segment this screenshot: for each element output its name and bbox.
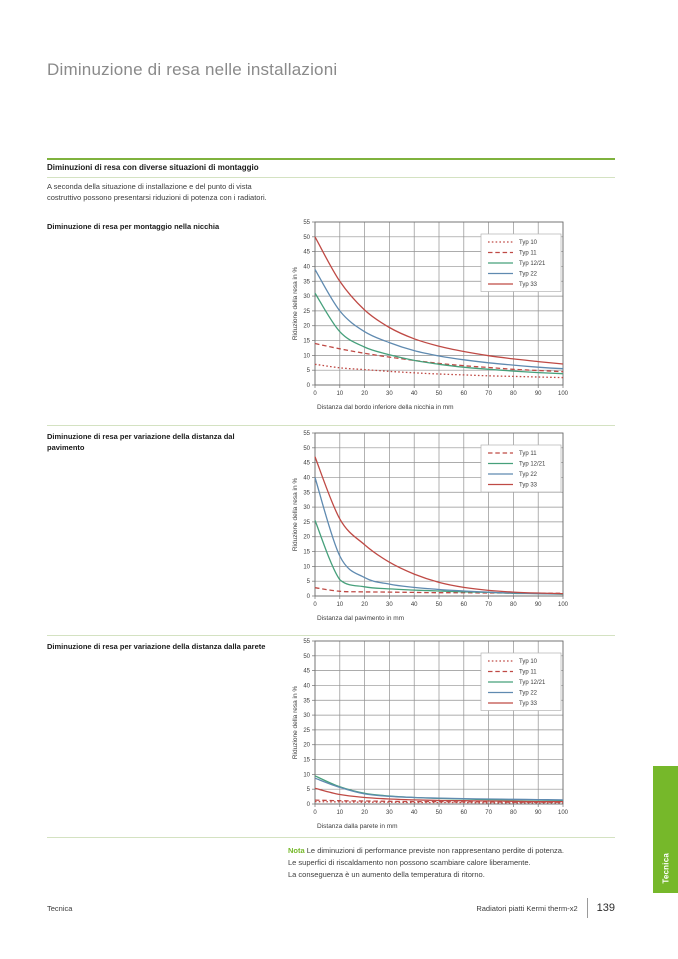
svg-text:0: 0: [306, 802, 310, 808]
legend-label: Typ 33: [519, 482, 538, 489]
svg-text:90: 90: [534, 602, 542, 608]
chart-nicchia: [289, 217, 571, 422]
svg-text:50: 50: [303, 445, 310, 452]
note-line-3: La conseguenza è un aumento della temperatura di ritorno.: [288, 870, 485, 879]
svg-text:80: 80: [510, 602, 517, 608]
legend-label: Typ 22: [519, 690, 538, 697]
chart-caption-nicchia: Diminuzione di resa per montaggio nella nicchia: [47, 222, 220, 231]
svg-text:30: 30: [386, 391, 393, 397]
legend-label: Typ 12/21: [519, 680, 546, 686]
svg-text:90: 90: [534, 391, 542, 397]
svg-text:0: 0: [313, 810, 317, 816]
svg-text:20: 20: [361, 810, 368, 816]
svg-text:70: 70: [485, 810, 492, 816]
line-chart-svg: [289, 428, 571, 628]
svg-text:35: 35: [303, 698, 310, 705]
svg-text:10: 10: [336, 602, 344, 608]
svg-text:5: 5: [306, 787, 310, 794]
svg-text:30: 30: [303, 294, 310, 301]
svg-text:70: 70: [485, 391, 492, 397]
section-header-rule: [47, 177, 615, 178]
section-divider-3: [47, 837, 615, 838]
x-axis-title: Distanza dal pavimento in mm: [317, 615, 405, 622]
svg-text:40: 40: [303, 683, 310, 690]
x-axis-title: Distanza dal bordo inferiore della nicchia in mm: [317, 404, 454, 411]
svg-text:45: 45: [303, 668, 310, 675]
svg-text:10: 10: [336, 391, 344, 397]
legend-label: Typ 33: [519, 701, 538, 707]
svg-text:55: 55: [303, 431, 310, 437]
legend-label: Typ 22: [519, 472, 538, 478]
note-line-2: Le superfici di riscaldamento non possono scambiare calore liberamente.: [288, 858, 531, 867]
note-block: [288, 845, 623, 881]
svg-text:60: 60: [460, 391, 468, 397]
svg-text:20: 20: [303, 534, 310, 541]
svg-text:80: 80: [510, 391, 517, 397]
svg-text:20: 20: [361, 391, 368, 397]
footer-section-label: Tecnica: [47, 903, 73, 913]
svg-text:90: 90: [534, 810, 542, 816]
note-line-1: [288, 845, 623, 857]
svg-text:60: 60: [460, 602, 468, 608]
svg-text:20: 20: [361, 602, 368, 608]
svg-text:45: 45: [303, 460, 310, 467]
legend-label: Typ 12/21: [519, 261, 546, 267]
svg-text:0: 0: [313, 391, 317, 397]
note-line-1-text: Le diminuzioni di performance previste non rappresentano perdite di potenza.: [306, 846, 565, 855]
svg-text:10: 10: [303, 772, 310, 779]
footer: [47, 898, 615, 918]
svg-text:35: 35: [303, 279, 310, 286]
footer-divider: [587, 898, 588, 918]
line-chart-svg: [289, 636, 571, 836]
legend-label: Typ 33: [519, 282, 538, 288]
footer-page-number: 139: [596, 902, 615, 914]
svg-text:55: 55: [303, 220, 310, 226]
svg-text:30: 30: [386, 602, 393, 608]
svg-text:30: 30: [303, 505, 310, 512]
svg-text:30: 30: [303, 713, 310, 720]
svg-text:0: 0: [306, 594, 310, 600]
svg-text:25: 25: [303, 727, 310, 734]
svg-text:10: 10: [303, 564, 310, 571]
svg-text:25: 25: [303, 519, 310, 526]
svg-text:5: 5: [306, 579, 310, 586]
svg-text:0: 0: [306, 383, 310, 389]
svg-text:80: 80: [510, 810, 517, 816]
svg-text:20: 20: [303, 323, 310, 330]
svg-text:55: 55: [303, 639, 310, 645]
intro-paragraph: A seconda della situazione di installazione e del punto di vista costruttivo possono presentarsi riduzioni di potenza con i radiatori.: [47, 182, 267, 202]
svg-text:0: 0: [313, 602, 317, 608]
top-green-rule: [47, 158, 615, 160]
legend-label: Typ 11: [519, 451, 537, 457]
legend-label: Typ 12/21: [519, 461, 546, 468]
section-divider-1: [47, 425, 615, 426]
svg-text:20: 20: [303, 742, 310, 749]
svg-text:30: 30: [386, 810, 393, 816]
svg-text:40: 40: [410, 810, 418, 816]
tecnica-side-tab: [653, 766, 678, 893]
y-axis-title: Riduzione della resa in %: [292, 477, 299, 552]
svg-text:15: 15: [303, 338, 310, 345]
chart-caption-parete: Diminuzione di resa per variazione della distanza dalla parete: [47, 642, 266, 651]
svg-text:45: 45: [303, 249, 310, 256]
svg-text:40: 40: [303, 264, 310, 271]
side-tab-label: Tecnica: [661, 853, 670, 884]
svg-text:10: 10: [336, 810, 344, 816]
footer-product-label: Radiatori piatti Kermi therm-x2: [476, 903, 578, 913]
svg-text:70: 70: [485, 602, 492, 608]
legend-label: Typ 22: [519, 271, 538, 278]
svg-text:40: 40: [303, 475, 310, 482]
legend-label: Typ 10: [519, 659, 538, 665]
svg-text:15: 15: [303, 757, 310, 764]
y-axis-title: Riduzione della resa in %: [292, 685, 299, 760]
svg-text:50: 50: [303, 234, 310, 241]
legend-label: Typ 11: [519, 250, 537, 257]
svg-text:50: 50: [435, 602, 443, 608]
section-header: Diminuzioni di resa con diverse situazioni di montaggio: [47, 163, 259, 172]
x-axis-title: Distanza dalla parete in mm: [317, 823, 398, 830]
svg-text:40: 40: [410, 391, 418, 397]
footer-right-group: [476, 898, 615, 918]
svg-text:50: 50: [435, 810, 443, 816]
page-title: Diminuzione di resa nelle installazioni: [47, 60, 338, 79]
y-axis-title: Riduzione della resa in %: [292, 266, 299, 341]
svg-text:50: 50: [303, 653, 310, 660]
svg-text:50: 50: [435, 391, 443, 397]
chart-pavimento: [289, 428, 571, 633]
svg-text:40: 40: [410, 602, 418, 608]
svg-text:10: 10: [303, 353, 310, 360]
svg-text:100: 100: [557, 810, 569, 816]
legend-label: Typ 10: [519, 240, 538, 246]
chart-caption-pavimento: Diminuzione di resa per variazione della distanza dal pavimento: [47, 432, 235, 452]
chart-parete: [289, 636, 571, 841]
svg-text:60: 60: [460, 810, 468, 816]
legend-label: Typ 11: [519, 669, 537, 676]
svg-text:15: 15: [303, 549, 310, 556]
svg-text:100: 100: [557, 602, 569, 608]
line-chart-svg: [289, 217, 571, 417]
svg-text:5: 5: [306, 368, 310, 375]
svg-text:25: 25: [303, 308, 310, 315]
svg-text:100: 100: [557, 391, 569, 397]
note-label: Nota: [288, 846, 305, 855]
svg-text:35: 35: [303, 490, 310, 497]
